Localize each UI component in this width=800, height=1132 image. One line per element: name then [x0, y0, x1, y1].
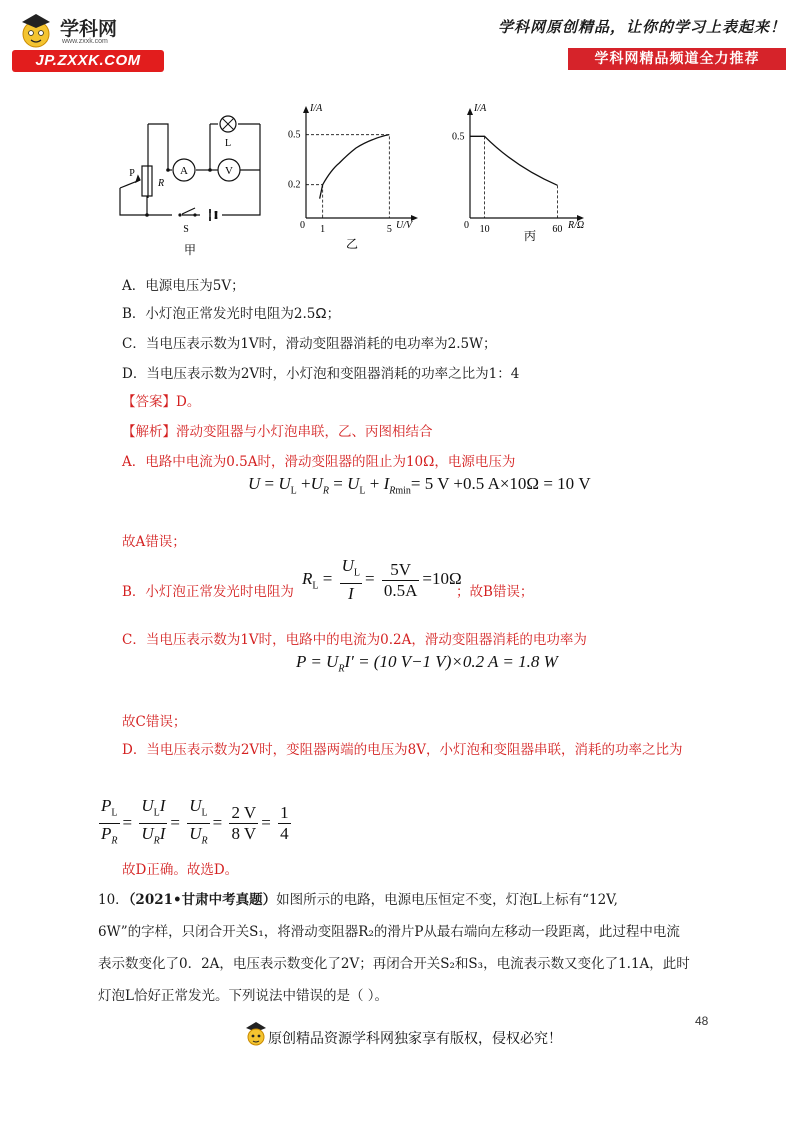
question10-line3: 表示数变化了0．2A，电压表示数变化了2V；再闭合开关S₂和S₃，电流表示数又变化了1.1A，此时 — [98, 956, 690, 972]
slider-label: P — [129, 168, 135, 179]
analysis-a-text: A．电路中电流为0.5A时，滑动变阻器的阻止为10Ω，电源电压为 — [122, 454, 516, 470]
yi-xtick: 1 — [320, 224, 326, 235]
option-d: D．当电压表示数为2V时，小灯泡和变阻器消耗的功率之比为1：4 — [122, 366, 520, 382]
bing-caption: 丙 — [523, 229, 537, 243]
figure-jia-caption: 甲 — [183, 243, 197, 257]
analysis-intro: 【解析】滑动变阻器与小灯泡串联，乙、丙图相结合 — [122, 424, 433, 440]
bing-xtick: 10 — [479, 224, 490, 235]
yi-ylabel: I/A — [310, 103, 323, 114]
lamp-label: L — [224, 138, 232, 149]
yi-series-line — [323, 135, 390, 185]
bing-series-line — [470, 136, 557, 185]
mascot-icon — [14, 10, 58, 54]
equation-b: $R_L$ = $\frac{U_L}{I}$ = $\frac{5V}{0.5A}$ =10Ω — [302, 556, 462, 604]
question10-line4: 灯泡L恰好正常发光。下列说法中错误的是（ ）。 — [98, 988, 389, 1004]
bing-xtick: 60 — [552, 224, 563, 235]
rheostat-label: R — [158, 178, 165, 189]
option-b: B．小灯泡正常发光时电阻为2.5Ω； — [122, 305, 341, 322]
yi-guide — [306, 135, 389, 218]
logo-url[interactable]: JP.ZXXK.COM — [35, 52, 141, 69]
header-slogan: 学科网原创精品，让你的学习上表起来！ — [497, 18, 786, 36]
logo-small-url: www.zxxk.com — [62, 38, 108, 45]
yi-y-arrow — [303, 106, 309, 113]
bing-ytick: 0.5 — [452, 131, 465, 143]
yi-ytick: 0.2 — [288, 179, 301, 191]
analysis-c-result: 故C错误； — [122, 714, 187, 730]
option-c: C．当电压表示数为1V时，滑动变阻器消耗的电功率为2.5W； — [122, 336, 497, 352]
analysis-a-result: 故A错误； — [122, 534, 186, 550]
bing-ylabel: I/A — [474, 103, 487, 114]
copyright-notice: 原创精品资源学科网独家享有版权，侵权必究！ — [268, 1031, 562, 1047]
question10-line1: 10．（2021•甘肃中考真题）如图所示的电路，电源电压恒定不变，灯泡L上标有“12V, — [98, 892, 618, 908]
equation-c: $P = U_RI' = (10$ V−1 V)×0.2 A = 1.8 W — [296, 652, 558, 675]
yi-caption: 乙 — [345, 237, 359, 251]
option-a: A．电源电压为5V； — [122, 278, 245, 294]
logo-title: 学科网 — [60, 18, 118, 40]
voltmeter-label: V — [225, 165, 233, 177]
yi-ytick: 0.5 — [288, 129, 301, 141]
analysis-b-text: B．小灯泡正常发光时电阻为 — [122, 584, 294, 600]
chart-bing — [440, 98, 600, 258]
bing-origin: 0 — [464, 220, 469, 231]
analysis-c-text: C．当电压表示数为1V时，电路中的电流为0.2A，滑动变阻器消耗的电功率为 — [122, 632, 587, 648]
question10-line2: 6W”的字样，只闭合开关S₁，将滑动变阻器R₂的滑片P从最右端向左移动一段距离，此过程中电流 — [98, 924, 680, 940]
bing-y-arrow — [467, 108, 473, 115]
chart-yi — [282, 100, 422, 260]
recommend-text: 学科网精品频道全力推荐 — [594, 51, 760, 67]
analysis-b-result: ；故B错误； — [456, 584, 534, 600]
yi-xlabel: U/V — [396, 220, 413, 231]
answer: 【答案】D。 — [122, 394, 201, 410]
circuit-diagram — [110, 110, 270, 260]
equation-d: $\frac{P_L}{P_R}$ = $\frac{U_LI}{U_RI}$ = $\frac{U_L}{U_R}$ = $\frac{2 V}{8 V}$ = $\frac{1}{4}$ — [101, 796, 289, 847]
yi-series-tail — [320, 185, 323, 199]
ammeter-label: A — [180, 165, 188, 177]
analysis-d-result: 故D正确。故选D。 — [122, 862, 239, 878]
bing-xlabel: R/Ω — [568, 220, 585, 231]
switch-label: S — [183, 224, 189, 235]
yi-origin: 0 — [300, 220, 305, 231]
footer-mascot-icon — [244, 1020, 268, 1050]
yi-xtick: 5 — [386, 224, 392, 235]
analysis-d-text: D．当电压表示数为2V时，变阻器两端的电压为8V，小灯泡和变阻器串联，消耗的功率之比为 — [122, 742, 683, 758]
page-number: 48 — [695, 1014, 709, 1028]
equation-a: $U = U_L +U_R = U_L + I_{Rmin}= 5$ V +0.5 A×10Ω = 10 V — [248, 474, 591, 497]
